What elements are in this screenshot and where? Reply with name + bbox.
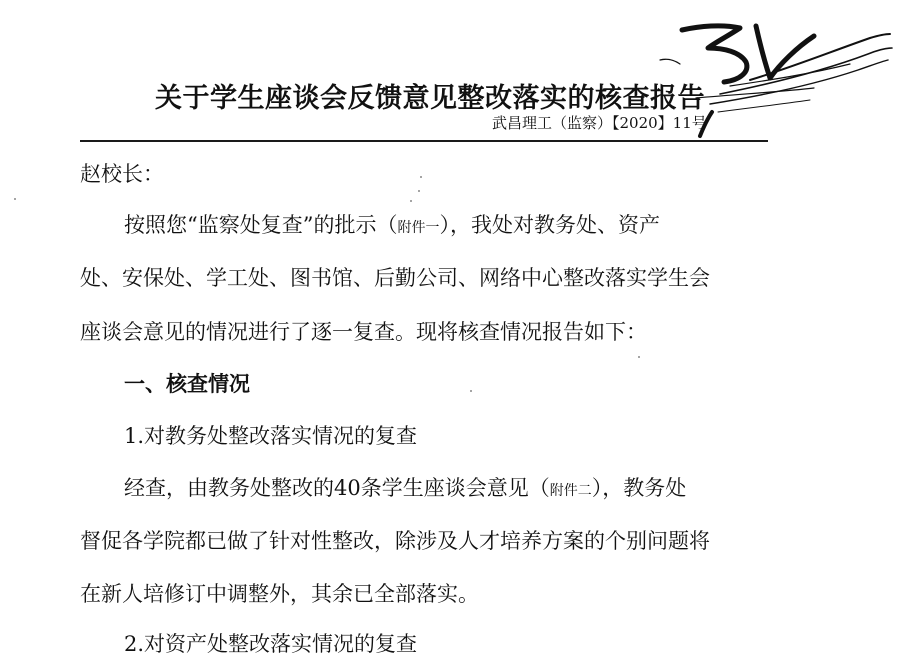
paragraph-5: 督促各学院都已做了针对性整改，除涉及人才培养方案的个别问题将 [80,529,710,553]
subsection-heading-1: 1.对教务处整改落实情况的复查 [124,424,418,448]
paragraph-1-part-a: 按照您“监察处复查”的批示（ [124,213,398,237]
paragraph-1-part-b: ），我处对教务处、资产 [439,213,660,237]
paragraph-4-part-a: 经查，由教务处整改的40条学生座谈会意见（ [124,476,550,500]
attachment-note-1: 附件一 [397,220,440,236]
paragraph-3: 座谈会意见的情况进行了逐一复查。现将核查情况报告如下： [80,320,647,344]
document-title: 关于学生座谈会反馈意见整改落实的核查报告 [155,83,705,114]
salutation: 赵校长： [80,162,164,186]
subsection-heading-2: 2.对资产处整改落实情况的复查 [124,632,418,656]
scan-speck [14,198,16,200]
paragraph-1 [124,211,660,242]
handwritten-signature [600,8,900,158]
scan-speck [418,190,420,192]
paragraph-4-part-b: ），教务处 [591,476,687,500]
scan-speck [420,176,422,178]
scan-speck [638,356,640,358]
attachment-note-2: 附件二 [549,483,592,499]
paragraph-4 [124,474,686,505]
document-number: 武昌理工（监察）【2020】11号 [492,114,707,132]
scan-speck [470,390,472,392]
paragraph-6: 在新人培修订中调整外，其余已全部落实。 [80,582,479,606]
paragraph-2: 处、安保处、学工处、图书馆、后勤公司、网络中心整改落实学生会 [80,266,710,290]
scan-speck [410,200,412,202]
section-heading-1: 一、核查情况 [124,371,250,396]
